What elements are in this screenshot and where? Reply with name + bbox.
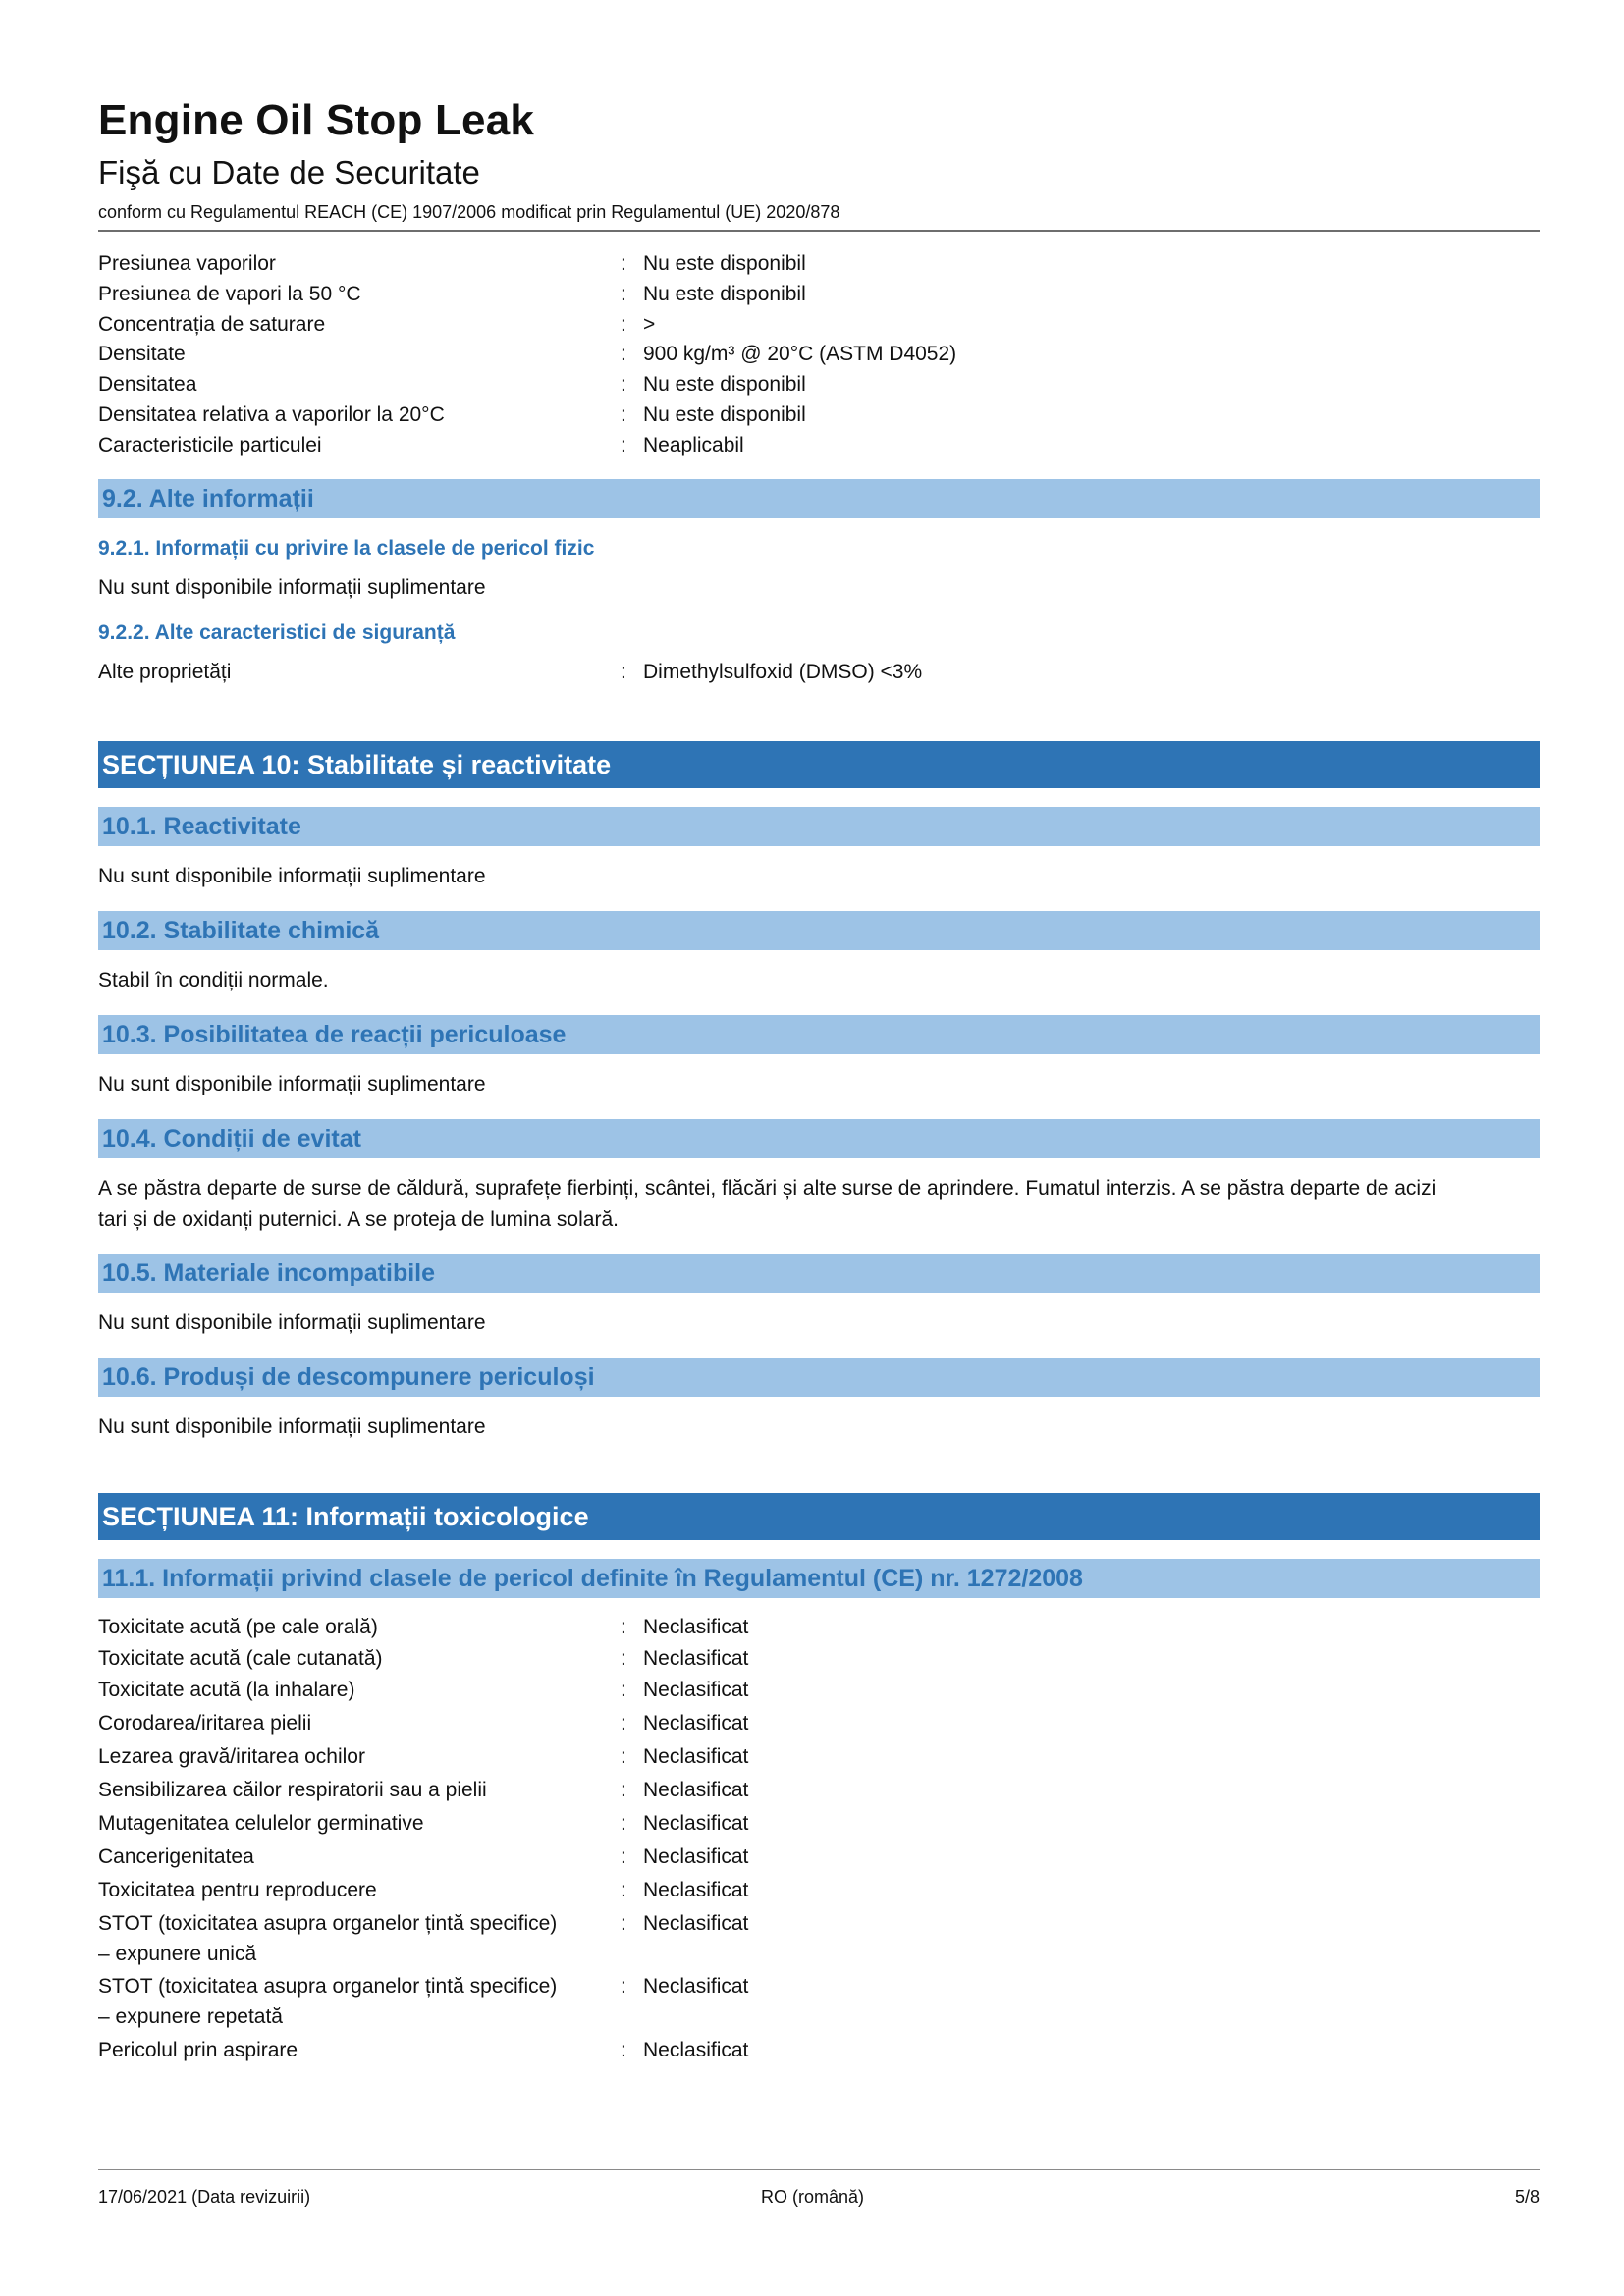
subsection-title: 9.2. Alte informații xyxy=(102,485,314,512)
property-value: Nu este disponibil xyxy=(643,283,806,305)
tox-value: Neclasificat xyxy=(643,2039,749,2061)
tox-label: Toxicitatea pentru reproducere xyxy=(98,1879,377,1901)
tox-value: Neclasificat xyxy=(643,1975,749,1998)
section-title: SECȚIUNEA 10: Stabilitate și reactivitate xyxy=(102,750,612,779)
page-number: 5/8 xyxy=(1514,2187,1540,2207)
property-value: Nu este disponibil xyxy=(643,252,806,275)
section-heading-10 xyxy=(98,741,1540,788)
property-label: Concentrația de saturare xyxy=(98,313,326,336)
subsection-heading-10-6 xyxy=(98,1358,1540,1397)
subsection-heading-10-1 xyxy=(98,807,1540,846)
section-heading-11 xyxy=(98,1493,1540,1540)
footer-divider xyxy=(98,2169,1540,2170)
tox-label: Toxicitate acută (cale cutanată) xyxy=(98,1647,383,1670)
subsection-heading-10-5 xyxy=(98,1254,1540,1293)
tox-label: Corodarea/iritarea pielii xyxy=(98,1712,312,1735)
tox-value: Neclasificat xyxy=(643,1812,749,1835)
tox-value: Neclasificat xyxy=(643,1745,749,1768)
separator: : xyxy=(621,1745,626,1768)
tox-value: Neclasificat xyxy=(643,1647,749,1670)
separator: : xyxy=(621,1879,626,1901)
separator: : xyxy=(621,343,626,365)
subsection-heading-10-4 xyxy=(98,1119,1540,1158)
tox-value: Neclasificat xyxy=(643,1879,749,1901)
separator: : xyxy=(621,313,626,336)
subsection-heading-11-1 xyxy=(98,1559,1540,1598)
tox-label: Toxicitate acută (pe cale orală) xyxy=(98,1616,378,1638)
tox-label-continuation: – expunere repetată xyxy=(98,2005,283,2028)
tox-value: Neclasificat xyxy=(643,1712,749,1735)
tox-value: Neclasificat xyxy=(643,1912,749,1935)
regulation-line: conform cu Regulamentul REACH (CE) 1907/2006 modificat prin Regulamentul (UE) 2020/878 xyxy=(98,202,840,222)
separator: : xyxy=(621,1616,626,1638)
subsection-title: 10.4. Condiții de evitat xyxy=(102,1125,361,1152)
subsection-heading-10-3 xyxy=(98,1015,1540,1054)
tox-label: Mutagenitatea celulelor germinative xyxy=(98,1812,424,1835)
section-title: SECȚIUNEA 11: Informații toxicologice xyxy=(102,1502,589,1531)
property-value: Nu este disponibil xyxy=(643,373,806,396)
property-value: 900 kg/m³ @ 20°C (ASTM D4052) xyxy=(643,343,957,365)
header-divider xyxy=(98,230,1540,232)
separator: : xyxy=(621,1975,626,1998)
property-label: Presiunea de vapori la 50 °C xyxy=(98,283,361,305)
separator: : xyxy=(621,1845,626,1868)
paragraph: Stabil în condiții normale. xyxy=(98,969,329,991)
subheading-9-2-2: 9.2.2. Alte caracteristici de siguranță xyxy=(98,621,456,644)
paragraph-line: tari și de oxidanți puternici. A se proteja de lumina solară. xyxy=(98,1208,619,1231)
subsection-title: 10.3. Posibilitatea de reacții periculoase xyxy=(102,1021,567,1048)
tox-label: STOT (toxicitatea asupra organelor țintă specifice) xyxy=(98,1912,558,1935)
property-label: Alte proprietăți xyxy=(98,661,232,683)
property-value: > xyxy=(643,313,656,336)
paragraph: Nu sunt disponibile informații suplimentare xyxy=(98,1073,486,1095)
property-label: Densitatea xyxy=(98,373,197,396)
separator: : xyxy=(621,1812,626,1835)
property-value: Nu este disponibil xyxy=(643,403,806,426)
property-label: Densitate xyxy=(98,343,186,365)
tox-value: Neclasificat xyxy=(643,1779,749,1801)
separator: : xyxy=(621,373,626,396)
revision-date: 17/06/2021 (Data revizuirii) xyxy=(98,2187,311,2207)
subsection-heading-9-2 xyxy=(98,479,1540,518)
tox-label-continuation: – expunere unică xyxy=(98,1943,257,1965)
property-value: Neaplicabil xyxy=(643,434,744,456)
tox-value: Neclasificat xyxy=(643,1845,749,1868)
separator: : xyxy=(621,661,626,683)
separator: : xyxy=(621,1712,626,1735)
document-title: Engine Oil Stop Leak xyxy=(98,96,535,144)
paragraph: Nu sunt disponibile informații suplimentare xyxy=(98,1311,486,1334)
property-label: Densitatea relativa a vaporilor la 20°C xyxy=(98,403,445,426)
tox-label: STOT (toxicitatea asupra organelor țintă specifice) xyxy=(98,1975,558,1998)
paragraph-line: A se păstra departe de surse de căldură, suprafețe fierbinți, scântei, flăcări și alte surse de aprindere. Fumatul interzis. A se păstra departe de acizi xyxy=(98,1177,1436,1200)
tox-value: Neclasificat xyxy=(643,1679,749,1701)
separator: : xyxy=(621,403,626,426)
subsection-title: 10.6. Produși de descompunere periculoși xyxy=(102,1363,595,1391)
tox-value: Neclasificat xyxy=(643,1616,749,1638)
separator: : xyxy=(621,1912,626,1935)
paragraph: Nu sunt disponibile informații suplimentare xyxy=(98,1415,486,1438)
tox-label: Pericolul prin aspirare xyxy=(98,2039,298,2061)
sds-page xyxy=(98,0,1540,2296)
separator: : xyxy=(621,1647,626,1670)
separator: : xyxy=(621,2039,626,2061)
property-value: Dimethylsulfoxid (DMSO) <3% xyxy=(643,661,923,683)
subsection-title: 10.2. Stabilitate chimică xyxy=(102,917,380,944)
document-subtitle: Fişă cu Date de Securitate xyxy=(98,154,480,190)
property-label: Presiunea vaporilor xyxy=(98,252,276,275)
paragraph: Nu sunt disponibile informații suplimentare xyxy=(98,576,486,599)
subsection-title: 10.5. Materiale incompatibile xyxy=(102,1259,436,1287)
subsection-title: 11.1. Informații privind clasele de pericol definite în Regulamentul (CE) nr. 1272/2008 xyxy=(102,1565,1083,1592)
property-label: Caracteristicile particulei xyxy=(98,434,322,456)
language-label: RO (română) xyxy=(761,2187,865,2207)
tox-label: Cancerigenitatea xyxy=(98,1845,254,1868)
separator: : xyxy=(621,1779,626,1801)
separator: : xyxy=(621,252,626,275)
separator: : xyxy=(621,434,626,456)
subsection-heading-10-2 xyxy=(98,911,1540,950)
subsection-title: 10.1. Reactivitate xyxy=(102,813,301,840)
tox-label: Lezarea gravă/iritarea ochilor xyxy=(98,1745,365,1768)
paragraph: Nu sunt disponibile informații suplimentare xyxy=(98,865,486,887)
separator: : xyxy=(621,283,626,305)
tox-label: Toxicitate acută (la inhalare) xyxy=(98,1679,355,1701)
subheading-9-2-1: 9.2.1. Informații cu privire la clasele de pericol fizic xyxy=(98,537,595,560)
tox-label: Sensibilizarea căilor respiratorii sau a pielii xyxy=(98,1779,487,1801)
separator: : xyxy=(621,1679,626,1701)
